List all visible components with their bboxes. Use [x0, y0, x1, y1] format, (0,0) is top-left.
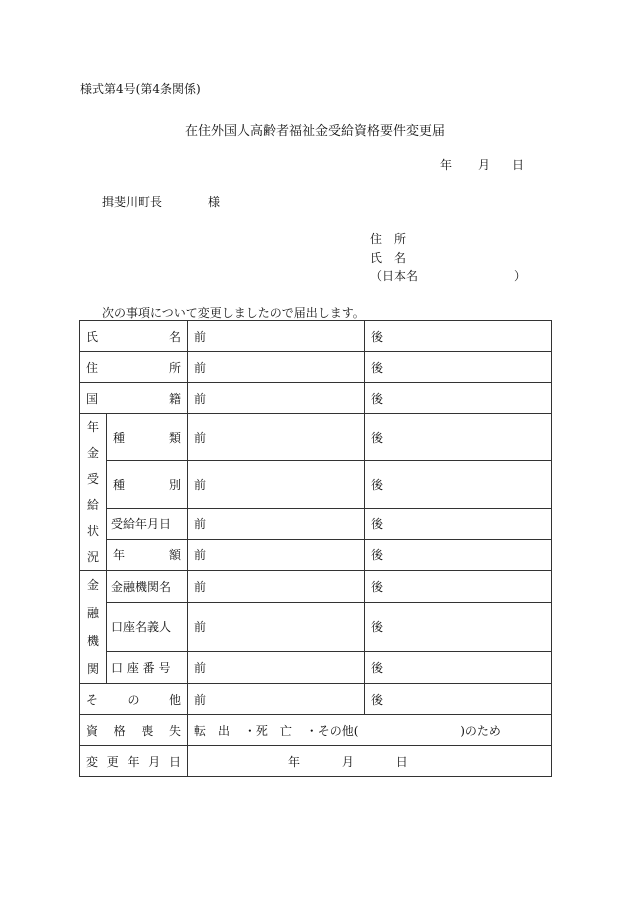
label-date-3: 年 [127, 754, 140, 769]
other-after-field[interactable] [365, 684, 552, 715]
row-institution-name [80, 571, 552, 603]
label-name [80, 321, 188, 352]
change-date-year: 年 [288, 754, 301, 769]
change-date-day: 日 [395, 754, 408, 769]
annual-amount-after-field[interactable] [365, 539, 552, 570]
pension-group-char: 金 [86, 446, 99, 460]
label-account-holder-text: 口座名義人 [111, 620, 172, 635]
institution-name-after-field[interactable] [365, 571, 552, 603]
label-pension-type [107, 414, 188, 461]
pension-group-char: 況 [86, 550, 99, 564]
pension-type-after-field[interactable] [365, 414, 552, 461]
receipt-date-after-field[interactable] [365, 508, 552, 539]
before-label: 前 [194, 391, 207, 406]
change-form-table [79, 320, 552, 777]
intro-text: 次の事項について変更しましたので届出します。 [102, 306, 365, 320]
label-date-5: 日 [168, 754, 181, 769]
row-pension-category [80, 461, 552, 508]
after-label: 後 [371, 660, 384, 675]
row-change-date [80, 746, 552, 777]
institution-name-before-field[interactable] [188, 571, 365, 603]
document-title: 在住外国人高齢者福祉金受給資格要件変更届 [184, 124, 445, 139]
row-other [80, 684, 552, 715]
label-amount-first: 年 [113, 548, 126, 563]
label-other-3: 他 [168, 692, 181, 707]
address-before-field[interactable] [188, 352, 365, 383]
label-account-number-text: 口 座 番 号 [111, 660, 171, 675]
row-name [80, 321, 552, 352]
label-category-first: 種 [113, 477, 126, 492]
row-account-number [80, 651, 552, 683]
date-day-label: 日 [512, 158, 525, 172]
account-number-after-field[interactable] [365, 651, 552, 683]
after-label: 後 [371, 477, 384, 492]
label-nationality-first: 国 [86, 391, 99, 406]
name-after-field[interactable] [365, 321, 552, 352]
form-number-label: 様式第4号(第4条関係) [80, 82, 201, 96]
name-before-field[interactable] [188, 321, 365, 352]
label-loss-4: 失 [168, 723, 181, 738]
label-name-last: 名 [168, 329, 181, 344]
label-other-2: の [127, 692, 140, 707]
pension-category-after-field[interactable] [365, 461, 552, 508]
pension-type-before-field[interactable] [188, 414, 365, 461]
before-label: 前 [194, 580, 207, 595]
label-other [80, 684, 188, 715]
date-month-label: 月 [478, 158, 491, 172]
row-qualification-loss [80, 715, 552, 746]
pension-category-before-field[interactable] [188, 461, 365, 508]
label-qualification-loss [80, 715, 188, 746]
receipt-date-before-field[interactable] [188, 508, 365, 539]
row-address [80, 352, 552, 383]
change-date-month: 月 [341, 754, 354, 769]
bank-group-char: 関 [86, 662, 99, 676]
label-nationality-last: 籍 [168, 391, 181, 406]
applicant-japanese-name-close: ） [514, 269, 527, 283]
annual-amount-before-field[interactable] [188, 539, 365, 570]
loss-transfer-option[interactable]: 転 出 [194, 723, 231, 738]
pension-status-group-label [80, 414, 107, 571]
after-label: 後 [371, 391, 384, 406]
label-receipt-date [107, 508, 188, 539]
pension-group-char: 給 [86, 498, 99, 512]
date-year-label: 年 [440, 158, 453, 172]
loss-reason-suffix: )のため [460, 723, 501, 738]
after-label: 後 [371, 360, 384, 375]
recipient-honorific: 様 [208, 195, 221, 209]
label-other-1: そ [86, 692, 99, 707]
label-address-last: 所 [168, 360, 181, 375]
label-address [80, 352, 188, 383]
label-nationality [80, 383, 188, 414]
label-change-date [80, 746, 188, 777]
after-label: 後 [371, 692, 384, 707]
label-address-first: 住 [86, 360, 99, 375]
before-label: 前 [194, 660, 207, 675]
other-before-field[interactable] [188, 684, 365, 715]
account-holder-after-field[interactable] [365, 603, 552, 652]
label-date-2: 更 [106, 754, 119, 769]
after-label: 後 [371, 580, 384, 595]
pension-group-char: 受 [86, 472, 99, 486]
address-after-field[interactable] [365, 352, 552, 383]
qualification-loss-field[interactable] [188, 715, 552, 746]
bank-group-char: 融 [86, 606, 99, 620]
nationality-before-field[interactable] [188, 383, 365, 414]
loss-other-option[interactable]: ・その他( [305, 723, 359, 738]
label-category-last: 別 [168, 477, 181, 492]
label-loss-2: 格 [113, 723, 126, 738]
bank-group-char: 金 [86, 578, 99, 592]
applicant-address-label: 住 所 [370, 232, 407, 246]
before-label: 前 [194, 517, 207, 532]
label-date-1: 変 [86, 754, 99, 769]
after-label: 後 [371, 620, 384, 635]
before-label: 前 [194, 477, 207, 492]
pension-group-char: 状 [86, 524, 99, 538]
before-label: 前 [194, 329, 207, 344]
after-label: 後 [371, 430, 384, 445]
row-account-holder [80, 603, 552, 652]
row-annual-amount [80, 539, 552, 570]
label-receipt-date-text: 受給年月日 [111, 517, 172, 532]
account-holder-before-field[interactable] [188, 603, 365, 652]
label-pension-category [107, 461, 188, 508]
bank-group-label [80, 571, 107, 684]
account-number-before-field[interactable] [188, 651, 365, 683]
label-account-number [107, 651, 188, 683]
label-annual-amount [107, 539, 188, 570]
label-loss-3: 喪 [141, 723, 154, 738]
before-label: 前 [194, 360, 207, 375]
applicant-name-label: 氏 名 [370, 251, 407, 265]
label-type-last: 類 [168, 430, 181, 445]
pension-group-char: 年 [86, 420, 99, 434]
label-institution-name [107, 571, 188, 603]
change-date-field[interactable] [188, 746, 552, 777]
label-account-holder [107, 603, 188, 652]
row-receipt-date [80, 508, 552, 539]
nationality-after-field[interactable] [365, 383, 552, 414]
label-type-first: 種 [113, 430, 126, 445]
before-label: 前 [194, 430, 207, 445]
loss-death-option[interactable]: ・死 亡 [243, 723, 292, 738]
after-label: 後 [371, 548, 384, 563]
label-date-4: 月 [148, 754, 161, 769]
before-label: 前 [194, 548, 207, 563]
label-name-first: 氏 [86, 329, 99, 344]
before-label: 前 [194, 620, 207, 635]
label-institution-name-text: 金融機関名 [111, 580, 172, 595]
after-label: 後 [371, 329, 384, 344]
label-amount-last: 額 [168, 548, 181, 563]
bank-group-char: 機 [86, 634, 99, 648]
after-label: 後 [371, 517, 384, 532]
recipient-name: 揖斐川町長 [102, 195, 163, 209]
label-loss-1: 資 [86, 723, 99, 738]
before-label: 前 [194, 692, 207, 707]
row-nationality [80, 383, 552, 414]
applicant-japanese-name-open: （日本名 [370, 269, 419, 283]
row-pension-type [80, 414, 552, 461]
